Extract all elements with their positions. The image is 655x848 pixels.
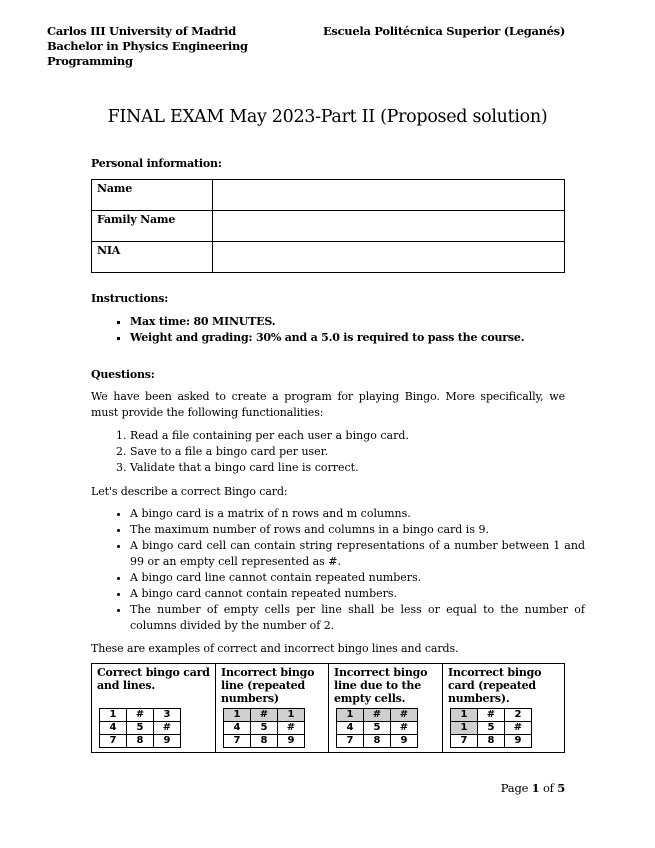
- nia-field[interactable]: [213, 242, 565, 273]
- grid-cell: 1: [337, 709, 364, 722]
- grid-cell: 8: [478, 735, 505, 748]
- degree-name: Bachelor in Physics Engineering: [47, 39, 248, 53]
- family-name-field[interactable]: [213, 211, 565, 242]
- grid-cell: #: [251, 709, 278, 722]
- list-item: • A bingo card line cannot contain repeated numbers.: [130, 570, 585, 586]
- personal-info-heading: Personal information:: [91, 157, 222, 170]
- table-row: [92, 242, 565, 273]
- grid-cell: 7: [100, 735, 127, 748]
- questions-intro: We have been asked to create a program for playing Bingo. More specifically, we must provide the following functionalities:: [91, 390, 565, 419]
- grid-cell: 8: [127, 735, 154, 748]
- grid-row: [451, 709, 532, 722]
- nia-label: NIA: [92, 242, 213, 273]
- grid-row: [224, 709, 305, 722]
- list-item: • The maximum number of rows and columns in a bingo card is 9.: [130, 522, 585, 538]
- list-item: ▪ Weight and grading: 30% and a 5.0 is required to pass the course.: [130, 330, 524, 346]
- instructions-heading: Instructions:: [91, 292, 169, 305]
- list-item: • A bingo card is a matrix of n rows and m columns.: [130, 506, 585, 522]
- grid-cell: 5: [364, 722, 391, 735]
- example-label: Incorrect bingo line due to the empty cells.: [334, 666, 428, 705]
- list-item: ▪ Max time: 80 MINUTES.: [130, 314, 524, 330]
- grid-cell: 2: [505, 709, 532, 722]
- grid-cell: 4: [224, 722, 251, 735]
- grid-cell: #: [505, 722, 532, 735]
- examples-table: [91, 663, 565, 753]
- instructions-list: [110, 314, 524, 346]
- grid-cell: 5: [478, 722, 505, 735]
- name-label: Name: [92, 180, 213, 211]
- table-row: [92, 664, 565, 753]
- grid-cell: 4: [100, 722, 127, 735]
- describe-text: Let's describe a correct Bingo card:: [91, 485, 288, 498]
- page-number: [501, 781, 565, 795]
- grid-cell: 5: [251, 722, 278, 735]
- grid-row: [337, 735, 418, 748]
- example-label: Correct bingo card and lines.: [97, 666, 210, 692]
- total-pages: 5: [557, 781, 565, 795]
- page-title: FINAL EXAM May 2023-Part II (Proposed solution): [107, 107, 548, 127]
- page-sep: of: [539, 781, 558, 795]
- functionalities-list: [110, 428, 409, 476]
- grid-cell: #: [127, 709, 154, 722]
- university-name: Carlos III University of Madrid: [47, 24, 236, 38]
- table-row: [92, 180, 565, 211]
- name-field[interactable]: [213, 180, 565, 211]
- grid-cell: #: [154, 722, 181, 735]
- grid-row: [100, 709, 181, 722]
- bingo-grid: [99, 708, 181, 748]
- grid-cell: #: [364, 709, 391, 722]
- grid-cell: 1: [451, 709, 478, 722]
- grid-cell: 9: [391, 735, 418, 748]
- personal-info-table: [91, 179, 565, 273]
- grid-cell: 9: [154, 735, 181, 748]
- grid-cell: 1: [100, 709, 127, 722]
- bingo-grid: [336, 708, 418, 748]
- grid-cell: 7: [451, 735, 478, 748]
- grid-cell: #: [391, 722, 418, 735]
- family-name-label: Family Name: [92, 211, 213, 242]
- grid-row: [100, 735, 181, 748]
- grid-row: [337, 722, 418, 735]
- grid-cell: 5: [127, 722, 154, 735]
- grid-cell: 3: [154, 709, 181, 722]
- example-repeated-card: [443, 664, 565, 753]
- grid-row: [100, 722, 181, 735]
- grid-row: [451, 722, 532, 735]
- grid-row: [224, 735, 305, 748]
- grid-cell: 7: [224, 735, 251, 748]
- bingo-grid: [223, 708, 305, 748]
- examples-intro: These are examples of correct and incorrect bingo lines and cards.: [91, 642, 459, 655]
- example-label: Incorrect bingo line (repeated numbers): [221, 666, 315, 705]
- grid-cell: 9: [278, 735, 305, 748]
- bingo-grid: [450, 708, 532, 748]
- grid-cell: #: [478, 709, 505, 722]
- grid-cell: 7: [337, 735, 364, 748]
- list-item: • A bingo card cell can contain string representations of a number between 1 and 99 or an empty cell represented as #.: [130, 538, 585, 570]
- grid-row: [224, 722, 305, 735]
- table-row: [92, 211, 565, 242]
- list-item: 3. Validate that a bingo card line is correct.: [130, 460, 409, 476]
- school-name: Escuela Politécnica Superior (Leganés): [322, 24, 565, 38]
- grid-cell: 4: [337, 722, 364, 735]
- grid-cell: 1: [451, 722, 478, 735]
- grid-row: [451, 735, 532, 748]
- grid-cell: #: [391, 709, 418, 722]
- course-name: Programming: [47, 54, 133, 68]
- example-empty-cells: [329, 664, 443, 753]
- rules-list: [110, 506, 585, 634]
- list-item: 2. Save to a file a bingo card per user.: [130, 444, 409, 460]
- grid-row: [337, 709, 418, 722]
- example-label: Incorrect bingo card (repeated numbers).: [448, 666, 542, 705]
- grid-cell: 9: [505, 735, 532, 748]
- grid-cell: #: [278, 722, 305, 735]
- list-item: 1. Read a file containing per each user a bingo card.: [130, 428, 409, 444]
- list-item: • The number of empty cells per line shall be less or equal to the number of columns divided by the number of 2.: [130, 602, 585, 634]
- grid-cell: 8: [364, 735, 391, 748]
- grid-cell: 1: [278, 709, 305, 722]
- example-correct: [92, 664, 216, 753]
- grid-cell: 8: [251, 735, 278, 748]
- header-left: [47, 24, 248, 69]
- grid-cell: 1: [224, 709, 251, 722]
- current-page: 1: [531, 781, 540, 795]
- list-item: • A bingo card cannot contain repeated numbers.: [130, 586, 585, 602]
- page-prefix: Page: [500, 781, 532, 795]
- questions-heading: Questions:: [91, 368, 155, 381]
- example-repeated-line: [216, 664, 329, 753]
